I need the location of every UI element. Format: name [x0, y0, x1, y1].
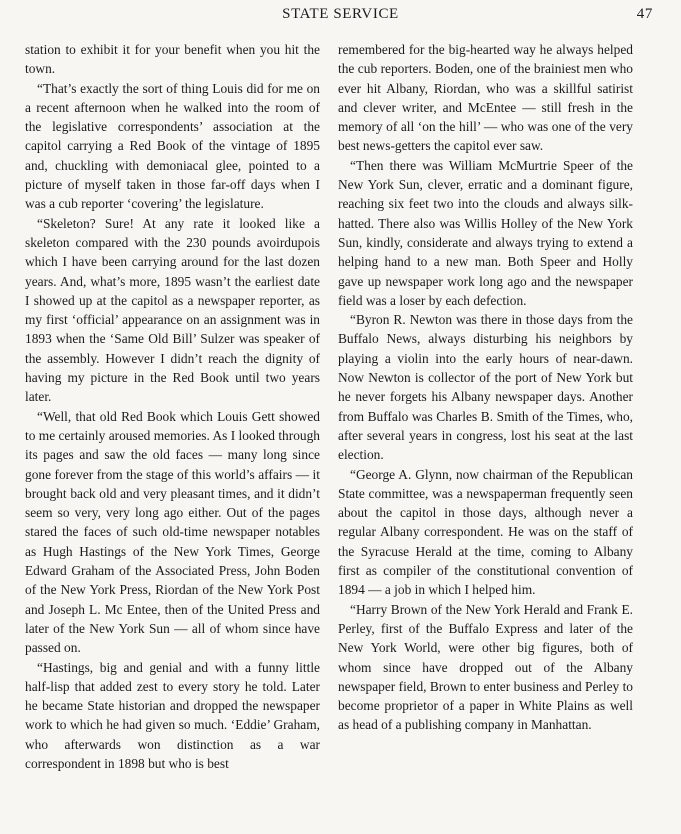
left-column	[25, 40, 320, 773]
paragraph: “Skeleton? Sure! At any rate it looked like a skeleton compared with the 230 pounds avoirdupois which I have been carrying around for the last dozen years. And, what’s more, 1895 wasn’t the earliest date I showed up at the capitol as a newspaper reporter, as my first ‘official’ appearance on an assignment was in 1893 when the ‘Same Old Bill’ Sulzer was speaker of the assembly. However I didn’t reach the dignity of having my picture in the Red Book until two years later.	[25, 215, 320, 405]
running-title: STATE SERVICE	[282, 6, 399, 22]
paragraph: “Well, that old Red Book which Louis Gett showed to me certainly aroused memories. As I looked through its pages and saw the old faces — many long since gone forever from the stage of this world’s affairs — it brought back old and very pleasant times, and it didn’t seem so very, very long ago either. Out of the pages stared the faces of such old-time newspaper notables as Hugh Hastings of the New York Times, George Edward Graham of the Associated Press, John Boden of the New York Press, Riordan of the New York Post and Joseph L. Mc Entee, then of the United Press and later of the New York Sun — all of whom since have passed on.	[25, 408, 320, 656]
paragraph: “That’s exactly the sort of thing Louis did for me on a recent afternoon when he walked into the room of the legislative correspondents’ association at the capitol carrying a Red Book of the vintage of 1895 and, chuckling with demoniacal glee, pointed to a picture of myself taken in those far-off days when I was a cub reporter ‘covering’ the legislature.	[25, 80, 320, 212]
paragraph: “Byron R. Newton was there in those days from the Buffalo News, always disturbing his neighbors by playing a violin into the early hours of near-dawn. Now Newton is collector of the port of New York but he never forgets his Albany newspaper days. Another from Buffalo was Charles B. Smith of the Times, who, after several years in congress, lost his seat at the last election.	[338, 312, 633, 463]
page-number: 47	[636, 6, 653, 22]
paragraph: remembered for the big-hearted way he always helped the cub reporters. Boden, one of the brainiest men who ever hit Albany, Riordan, who was a skillful satirist and clever writer, and McEntee — still fresh in the memory of all ‘on the hill’ — who was one of the very best news-getters the capitol ever saw.	[338, 42, 633, 154]
paragraph: “Then there was William McMurtrie Speer of the New York Sun, clever, erratic and a dominant figure, reaching six feet two into the clouds and always silk-hatted. There also was Willis Holley of the New York Sun, kindly, considerate and always trying to extend a helping hand to a new man. Both Speer and Holly gave up newspaper work long ago and the newspaper field was a loser by each defection.	[338, 157, 633, 308]
paragraph: station to exhibit it for your benefit when you hit the town.	[25, 42, 320, 77]
right-column	[338, 40, 633, 735]
running-header	[24, 4, 657, 26]
paragraph: “Harry Brown of the New York Herald and Frank E. Perley, first of the Buffalo Express and later of the New York World, were other big figures, both of whom since have dropped out of the Albany newspaper field, Brown to enter business and Perley to become proprietor of a paper in White Plains as well as head of a publishing company in Manhattan.	[338, 601, 633, 733]
paragraph: “Hastings, big and genial and with a funny little half-lisp that added zest to every story he told. Later he became State historian and dropped the newspaper work to which he had given so much. ‘Eddie’ Graham, who afterwards won distinction as a war correspondent in 1898 but who is best	[25, 659, 320, 771]
paragraph: “George A. Glynn, now chairman of the Republican State committee, was a newspaperman frequently seen about the capitol in those days, although never a regular Albany correspondent. He was on the staff of the Syracuse Herald at the time, coming to Albany first as compiler of the constitutional convention of 1894 — a job in which I helped him.	[338, 466, 633, 598]
